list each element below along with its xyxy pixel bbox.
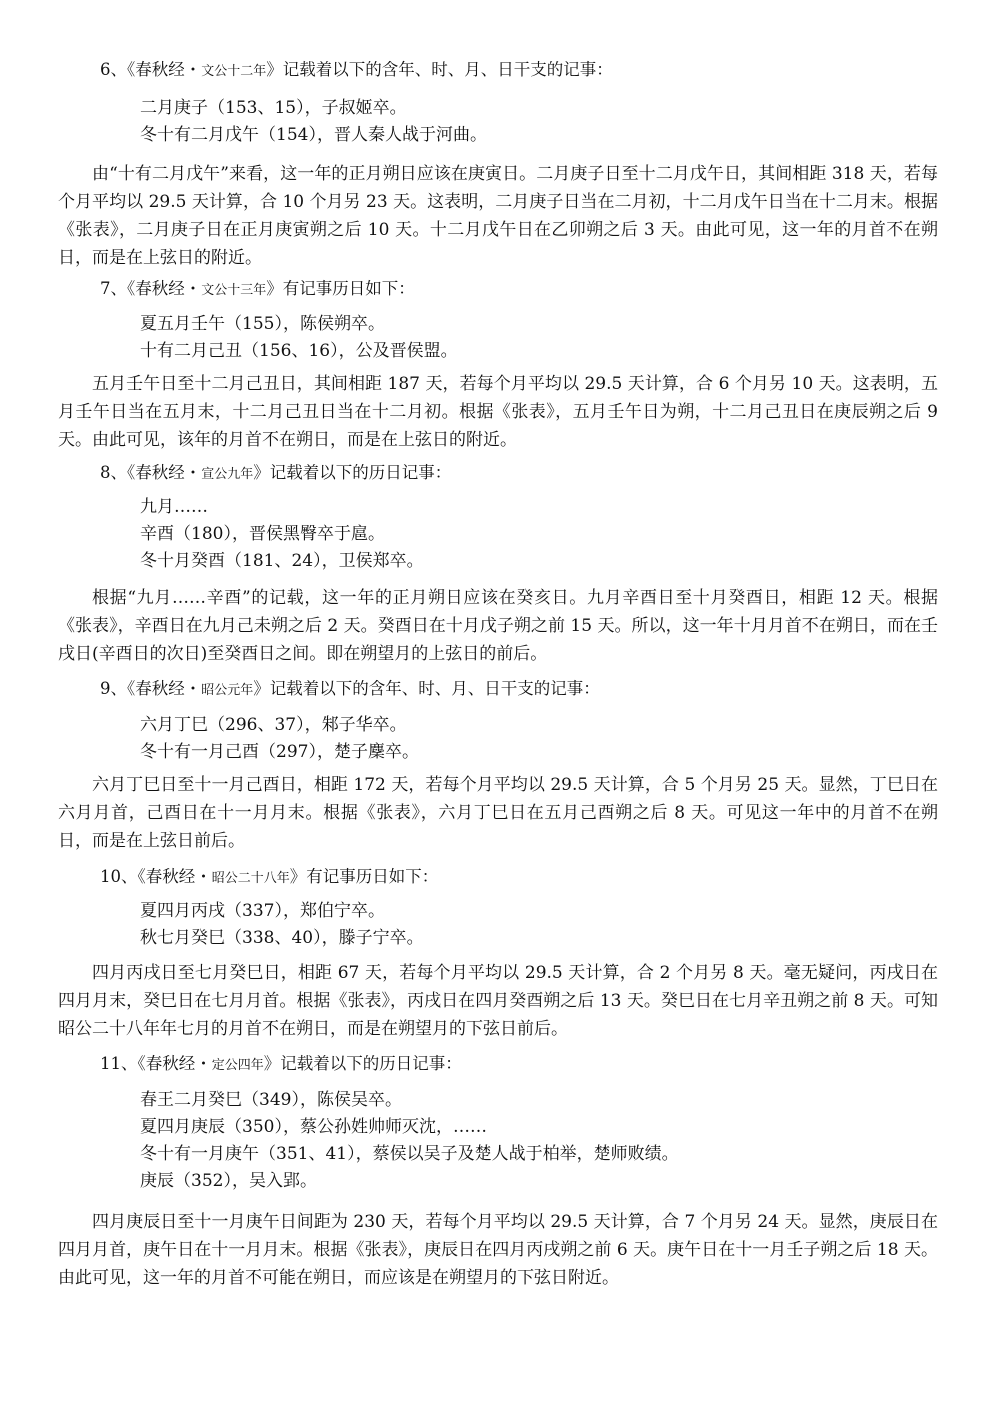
section-number: 7、	[100, 279, 127, 298]
chapter-name: 文公十二年	[201, 64, 267, 79]
section-number: 11、	[100, 1054, 138, 1073]
book-title-close: 》	[266, 279, 283, 298]
chapter-name: 文公十三年	[201, 283, 267, 298]
analysis-paragraph: 四月庚辰日至十一月庚午日间距为 230 天，若每个月平均以 29.5 天计算，合 7 个月另 24 天。显然，庚辰日在四月月首，庚午日在十一月月末。根据《张表》，庚辰日在四月丙戌朔之前 6 天。庚午日在十一月壬子朔之后 18 天。由此可见，这一年的月首不可能在朔日，而应该是在朔望月的下弦日附近。	[58, 1212, 938, 1288]
book-title-open: 《春秋经・	[127, 463, 202, 482]
section-number: 9、	[100, 679, 127, 698]
chapter-name: 昭公元年	[201, 683, 254, 698]
record-line: 冬十有一月己酉（297），楚子麇卒。	[140, 742, 419, 762]
book-title-open: 《春秋经・	[127, 679, 202, 698]
record-line: 二月庚子（153、15），子叔姬卒。	[140, 98, 407, 118]
analysis-paragraph: 五月壬午日至十二月己丑日，其间相距 187 天，若每个月平均以 29.5 天计算，合 6 个月另 10 天。这表明，五月壬午日当在五月末，十二月己丑日当在十二月初。根据《张表》，五月壬午日为朔，十二月己丑日在庚辰朔之后 9 天。由此可见，该年的月首不在朔日，而是在上弦日的附近。	[58, 374, 938, 450]
section-number: 8、	[100, 463, 127, 482]
section-heading	[100, 865, 438, 891]
section-heading	[100, 277, 415, 303]
book-title-open: 《春秋经・	[127, 60, 202, 79]
book-title-close: 》	[253, 679, 270, 698]
record-list	[140, 95, 487, 149]
section-heading	[100, 58, 613, 84]
section-heading	[100, 677, 600, 703]
record-list	[140, 494, 424, 575]
chapter-name: 昭公二十八年	[211, 871, 290, 886]
record-line: 庚辰（352），吴入郢。	[140, 1171, 317, 1191]
section-heading	[100, 461, 451, 487]
record-line: 十有二月己丑（156、16），公及晋侯盟。	[140, 341, 458, 361]
analysis-paragraph: 由“十有二月戊午”来看，这一年的正月朔日应该在庚寅日。二月庚子日至十二月戊午日，其间相距 318 天，若每个月平均以 29.5 天计算，合 10 个月另 23 天。这表明，二月庚子日当在二月初，十二月戊午日当在十二月末。根据《张表》，二月庚子日在正月庚寅朔之后 10 天。十二月戊午日在乙卯朔之后 3 天。由此可见，这一年的月首不在朔日，而是在上弦日的附近。	[58, 164, 938, 268]
record-list	[140, 311, 458, 365]
section-heading	[100, 1052, 462, 1078]
record-line: 冬十有二月戊午（154），晋人秦人战于河曲。	[140, 125, 487, 145]
book-title-open: 《春秋经・	[137, 867, 212, 886]
record-line: 六月丁巳（296、37），邾子华卒。	[140, 715, 407, 735]
section-number: 10、	[100, 867, 138, 886]
book-title-open: 《春秋经・	[127, 279, 202, 298]
chapter-name: 宣公九年	[201, 467, 254, 482]
book-title-close: 》	[289, 867, 307, 886]
heading-text: 有记事历日如下：	[306, 867, 439, 886]
heading-text: 记载着以下的历日记事：	[269, 463, 452, 482]
record-line: 九月……	[140, 497, 208, 517]
analysis-paragraph: 四月丙戌日至七月癸巳日，相距 67 天，若每个月平均以 29.5 天计算，合 2 个月另 8 天。毫无疑问，丙戌日在四月月末，癸巳日在七月月首。根据《张表》，丙戌日在四月癸酉朔之后 13 天。癸巳日在七月辛丑朔之前 8 天。可知昭公二十八年年七月的月首不在朔日，而是在朔望月的下弦日前后。	[58, 963, 938, 1039]
record-line: 冬十月癸酉（181、24），卫侯郑卒。	[140, 551, 424, 571]
record-line: 冬十有一月庚午（351、41），蔡侯以吴子及楚人战于柏举，楚师败绩。	[140, 1144, 679, 1164]
book-title-close: 》	[253, 463, 270, 482]
heading-text: 记载着以下的含年、时、月、日干支的记事：	[269, 679, 600, 698]
analysis-paragraph: 六月丁巳日至十一月己酉日，相距 172 天，若每个月平均以 29.5 天计算，合 5 个月另 25 天。显然，丁巳日在六月月首，己酉日在十一月月末。根据《张表》，六月丁巳日在五月己酉朔之后 8 天。可见这一年中的月首不在朔日，而是在上弦日前后。	[58, 775, 938, 851]
record-line: 夏五月壬午（155），陈侯朔卒。	[140, 314, 385, 334]
record-line: 夏四月丙戌（337），郑伯宁卒。	[140, 901, 385, 921]
analysis-paragraph: 根据“九月……辛酉”的记载，这一年的正月朔日应该在癸亥日。九月辛酉日至十月癸酉日，相距 12 天。根据《张表》，辛酉日在九月己未朔之后 2 天。癸酉日在十月戊子朔之前 15 天。所以，这一年十月月首不在朔日，而在壬戌日(辛酉日的次日)至癸酉日之间。即在朔望月的上弦日的前后。	[58, 588, 938, 664]
heading-text: 有记事历日如下：	[282, 279, 415, 298]
chapter-name: 定公四年	[211, 1058, 264, 1073]
heading-text: 记载着以下的含年、时、月、日干支的记事：	[282, 60, 613, 79]
record-line: 春王二月癸巳（349），陈侯吴卒。	[140, 1090, 402, 1110]
heading-text: 记载着以下的历日记事：	[280, 1054, 462, 1073]
book-title-close: 》	[266, 60, 283, 79]
record-line: 夏四月庚辰（350），蔡公孙姓帅师灭沈，……	[140, 1117, 487, 1137]
book-title-open: 《春秋经・	[137, 1054, 212, 1073]
record-line: 秋七月癸巳（338、40），滕子宁卒。	[140, 928, 424, 948]
record-line: 辛酉（180），晋侯黑臀卒于扈。	[140, 524, 385, 544]
section-number: 6、	[100, 60, 127, 79]
record-list	[140, 1087, 679, 1195]
record-list	[140, 898, 424, 952]
record-list	[140, 712, 419, 766]
book-title-close: 》	[263, 1054, 281, 1073]
